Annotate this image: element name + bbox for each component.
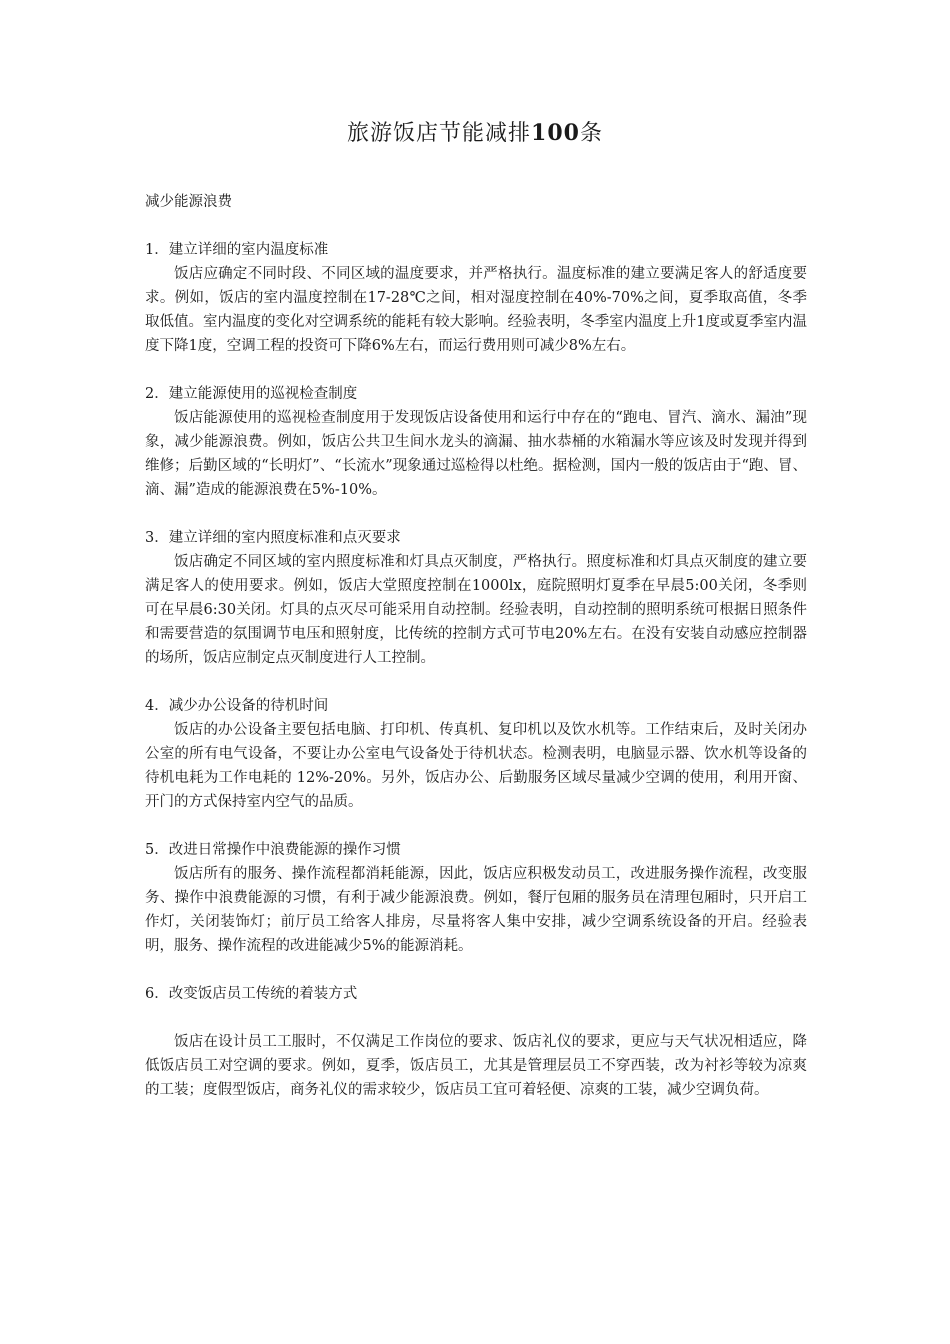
item-body: 饭店应确定不同时段、不同区域的温度要求，并严格执行。温度标准的建立要满足客人的舒适度要求。例如，饭店的室内温度控制在17-28℃之间，相对湿度控制在40%-70%之间，夏季取高值，冬季取低值。室内温度的变化对空调系统的能耗有较大影响。经验表明，冬季室内温度上升1度或夏季室内温度下降1度，空调工程的投资可下降6%左右，而运行费用则可减少8%左右。 [145,266,807,354]
title-main: 旅游饭店节能减排 [347,121,532,146]
list-item [145,526,807,670]
list-item [145,982,807,1102]
item-title: 3．建立详细的室内照度标准和点灭要求 [145,530,401,546]
item-title: 1．建立详细的室内温度标准 [145,242,329,258]
item-title: 2．建立能源使用的巡视检查制度 [145,386,358,402]
item-title: 6．改变饭店员工传统的着装方式 [145,986,358,1002]
list-item [145,382,807,502]
title-number: 100 [531,120,580,146]
list-item [145,838,807,958]
item-body: 饭店能源使用的巡视检查制度用于发现饭店设备使用和运行中存在的“跑电、冒汽、滴水、漏油”现象，减少能源浪费。例如，饭店公共卫生间水龙头的滴漏、抽水恭桶的水箱漏水等应该及时发现并得到维修；后勤区域的“长明灯”、“长流水”现象通过巡检得以杜绝。据检测，国内一般的饭店由于“跑、冒、滴、漏”造成的能源浪费在5%-10%。 [145,410,807,498]
item-body: 饭店确定不同区域的室内照度标准和灯具点灭制度，严格执行。照度标准和灯具点灭制度的建立要满足客人的使用要求。例如，饭店大堂照度控制在1000lx，庭院照明灯夏季在早晨5:00关闭，冬季则可在早晨6:30关闭。灯具的点灭尽可能采用自动控制。经验表明，自动控制的照明系统可根据日照条件和需要营造的氛围调节电压和照射度，比传统的控制方式可节电20%左右。在没有安装自动感应控制器的场所，饭店应制定点灭制度进行人工控制。 [145,554,807,666]
section-heading: 减少能源浪费 [145,194,232,210]
document-body [145,190,807,1102]
title-suffix: 条 [579,121,603,146]
item-body: 饭店所有的服务、操作流程都消耗能源，因此，饭店应积极发动员工，改进服务操作流程，改变服务、操作中浪费能源的习惯，有利于减少能源浪费。例如，餐厅包厢的服务员在清理包厢时，只开启工作灯，关闭装饰灯；前厅员工给客人排房，尽量将客人集中安排，减少空调系统设备的开启。经验表明，服务、操作流程的改进能减少5%的能源消耗。 [145,866,807,954]
item-body: 饭店的办公设备主要包括电脑、打印机、传真机、复印机以及饮水机等。工作结束后，及时关闭办公室的所有电气设备，不要让办公室电气设备处于待机状态。检测表明，电脑显示器、饮水机等设备的待机电耗为工作电耗的 12%-20%。另外，饭店办公、后勤服务区域尽量减少空调的使用，利用开窗、开门的方式保持室内空气的品质。 [145,722,807,810]
item-body: 饭店在设计员工工服时，不仅满足工作岗位的要求、饭店礼仪的要求，更应与天气状况相适应，降低饭店员工对空调的要求。例如，夏季，饭店员工，尤其是管理层员工不穿西装，改为衬衫等较为凉爽的工装；度假型饭店，商务礼仪的需求较少，饭店员工宜可着轻便、凉爽的工装，减少空调负荷。 [145,1034,807,1098]
list-item [145,238,807,358]
document-title [0,118,950,149]
item-title: 5．改进日常操作中浪费能源的操作习惯 [145,842,401,858]
item-title: 4．减少办公设备的待机时间 [145,698,329,714]
list-item [145,694,807,814]
